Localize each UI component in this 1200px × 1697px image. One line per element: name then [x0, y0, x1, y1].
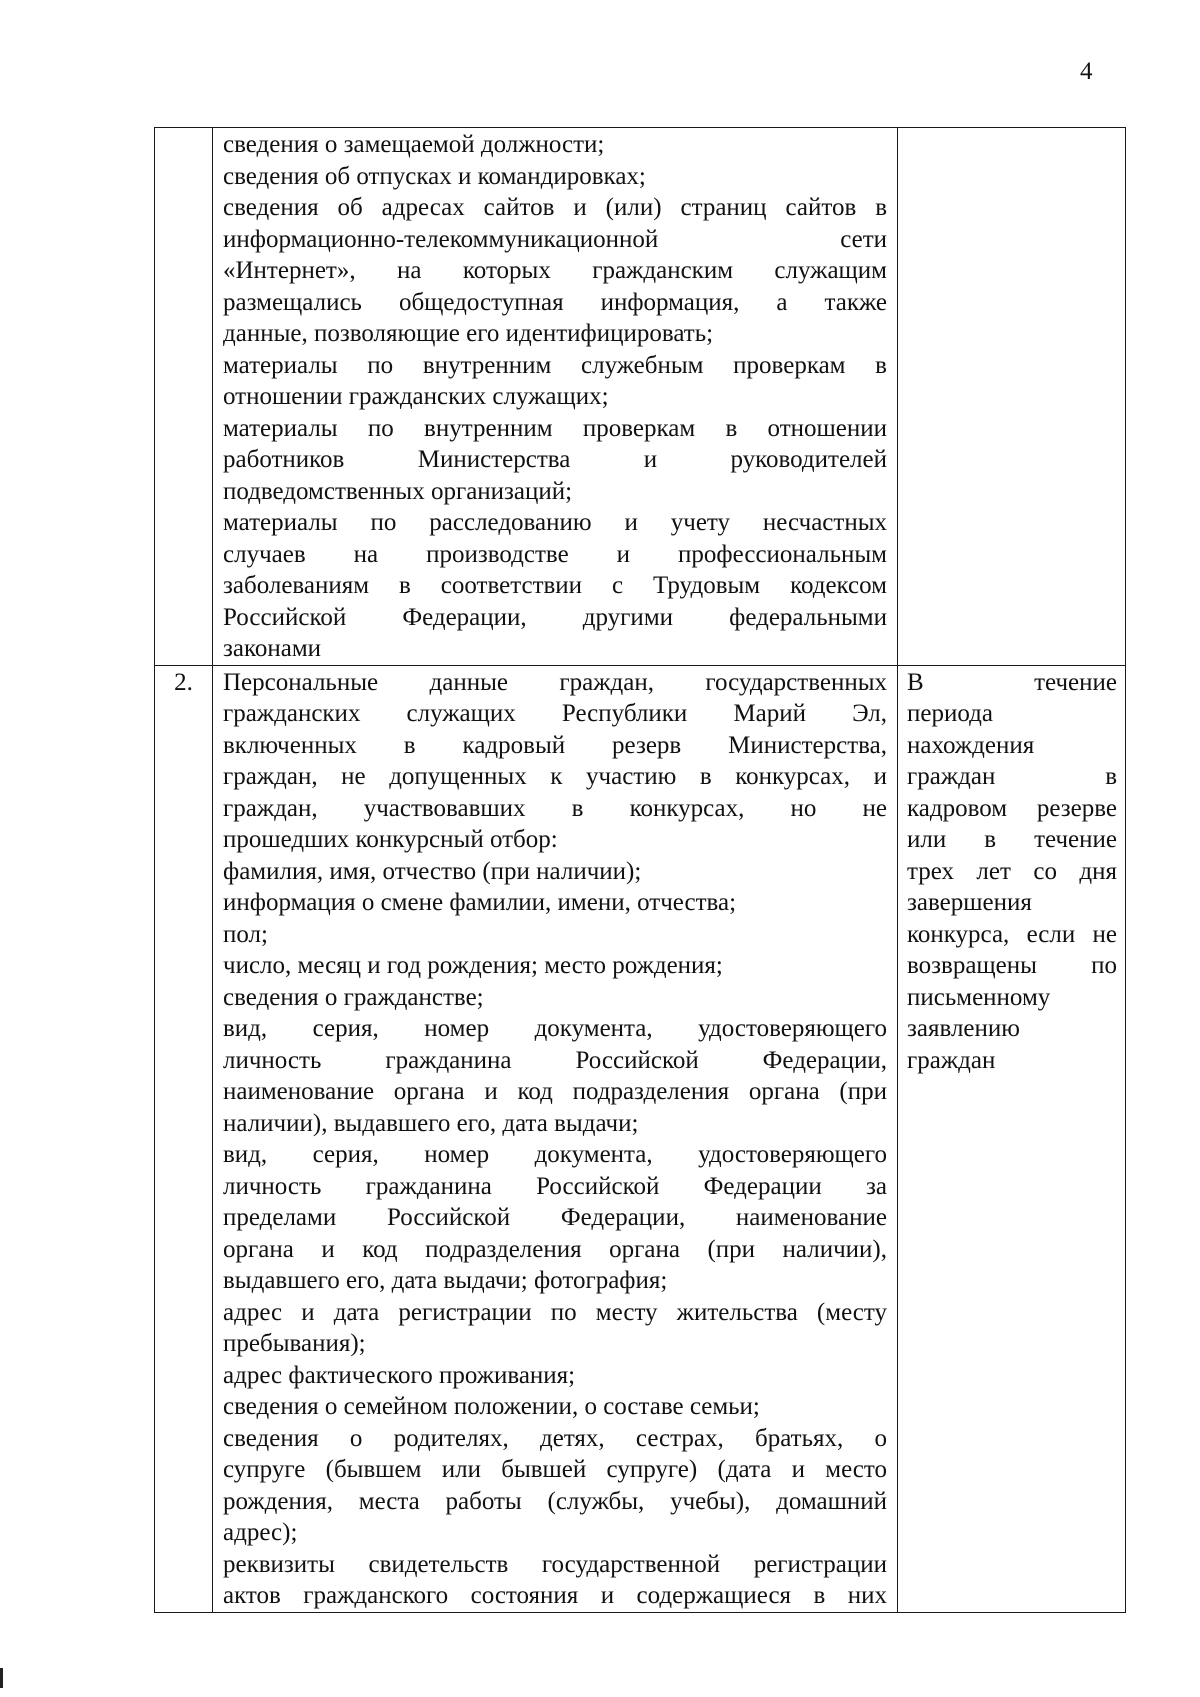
scan-edge-mark [0, 1668, 3, 1688]
retention-term-line: граждан [907, 1046, 996, 1074]
table-row [155, 128, 1126, 666]
description-line: вид, серия, номер документа, удостоверяющего [223, 1141, 887, 1168]
description-line: Персональные данные граждан, государственных [223, 668, 887, 696]
description-line: сведения об отпусках и командировках; [223, 162, 646, 190]
retention-term-line: В течение [907, 668, 1117, 696]
retention-term-line: или в течение [907, 826, 1117, 853]
page-number: 4 [1080, 58, 1093, 85]
description-line: адрес и дата регистрации по месту жительства (месту [223, 1298, 887, 1326]
description-line: сведения об адресах сайтов и (или) страниц сайтов в [223, 194, 887, 221]
description-line: адрес); [223, 1519, 298, 1546]
retention-term-line: нахождения [907, 731, 1035, 759]
description-line: информация о смене фамилии, имени, отчества; [223, 889, 737, 916]
retention-term-line: конкурса, если не [907, 920, 1117, 948]
description-line: пол; [223, 920, 268, 948]
retention-term-line: трех лет со дня [907, 857, 1117, 885]
retention-term-cell [898, 665, 1126, 1612]
retention-term-line: граждан в [907, 763, 1117, 790]
description-line: выдавшего его, дата выдачи; фотография; [223, 1267, 668, 1294]
description-line: личность гражданина Российской Федерации, [223, 1046, 887, 1074]
description-line: данные, позволяющие его идентифицировать; [223, 320, 714, 347]
description-line: материалы по расследованию и учету несчастных [223, 509, 887, 536]
retention-term-line: кадровом резерве [907, 794, 1117, 822]
retention-term-line: заявлению [907, 1015, 1020, 1042]
description-line: случаев на производстве и профессиональным [223, 540, 887, 568]
row-number-cell [155, 665, 213, 1612]
description-line: актов гражданского состояния и содержащиеся в них [223, 1582, 887, 1609]
description-line: работников Министерства и руководителей [223, 446, 887, 473]
description-line: материалы по внутренним служебным проверкам в [223, 351, 887, 379]
description-line: супруге (бывшем или бывшей супруге) (дата и место [223, 1456, 887, 1483]
description-line: «Интернет», на которых гражданским служащим [223, 257, 887, 284]
retention-term-line: письменному [907, 983, 1051, 1011]
row-number: 2. [174, 668, 193, 696]
description-line: пределами Российской Федерации, наименование [223, 1204, 887, 1231]
description-line: адрес фактического проживания; [223, 1361, 576, 1389]
description-cell [213, 128, 898, 666]
description-line: заболеваниям в соответствии с Трудовым кодексом [223, 572, 887, 599]
description-line: сведения о замещаемой должности; [223, 131, 605, 158]
document-table [154, 127, 1126, 1613]
retention-term-line: завершения [907, 889, 1032, 916]
description-line: прошедших конкурсный отбор: [223, 826, 558, 853]
description-line: реквизиты свидетельств государственной регистрации [223, 1550, 887, 1578]
description-line: граждан, участвовавших в конкурсах, но не [223, 794, 887, 822]
description-line: наименование органа и код подразделения органа (при [223, 1078, 887, 1105]
description-line: сведения о родителях, детях, сестрах, братьях, о [223, 1424, 887, 1452]
description-line: сведения о семейном положении, о составе семьи; [223, 1393, 760, 1420]
description-line: сведения о гражданстве; [223, 983, 484, 1011]
description-line: фамилия, имя, отчество (при наличии); [223, 857, 642, 885]
description-line: пребывания); [223, 1330, 366, 1357]
description-line: число, месяц и год рождения; место рождения; [223, 952, 723, 979]
table-row [155, 665, 1126, 1612]
description-line: рождения, места работы (службы, учебы), домашний [223, 1487, 887, 1515]
description-line: вид, серия, номер документа, удостоверяющего [223, 1015, 887, 1042]
description-line: Российской Федерации, другими федеральными [223, 603, 887, 631]
retention-term-line: периода [907, 700, 993, 727]
description-line: органа и код подразделения органа (при наличии), [223, 1235, 887, 1263]
description-line: включенных в кадровый резерв Министерства, [223, 731, 887, 759]
description-cell [213, 665, 898, 1612]
description-line: личность гражданина Российской Федерации за [223, 1172, 887, 1200]
description-line: отношении гражданских служащих; [223, 383, 609, 410]
row-number [155, 128, 212, 129]
description-line: гражданских служащих Республики Марий Эл, [223, 700, 887, 727]
retention-term-cell [898, 128, 1126, 666]
description-line: граждан, не допущенных к участию в конкурсах, и [223, 763, 887, 790]
retention-term-line: возвращены по [907, 952, 1117, 979]
description-line: законами [223, 635, 322, 662]
description-line: наличии), выдавшего его, дата выдачи; [223, 1109, 639, 1137]
description-line: информационно-телекоммуникационной сети [223, 225, 887, 253]
description-line: подведомственных организаций; [223, 477, 573, 505]
description-line: материалы по внутренним проверкам в отношении [223, 414, 887, 442]
description-line: размещались общедоступная информация, а также [223, 288, 887, 316]
row-number-cell [155, 128, 213, 666]
